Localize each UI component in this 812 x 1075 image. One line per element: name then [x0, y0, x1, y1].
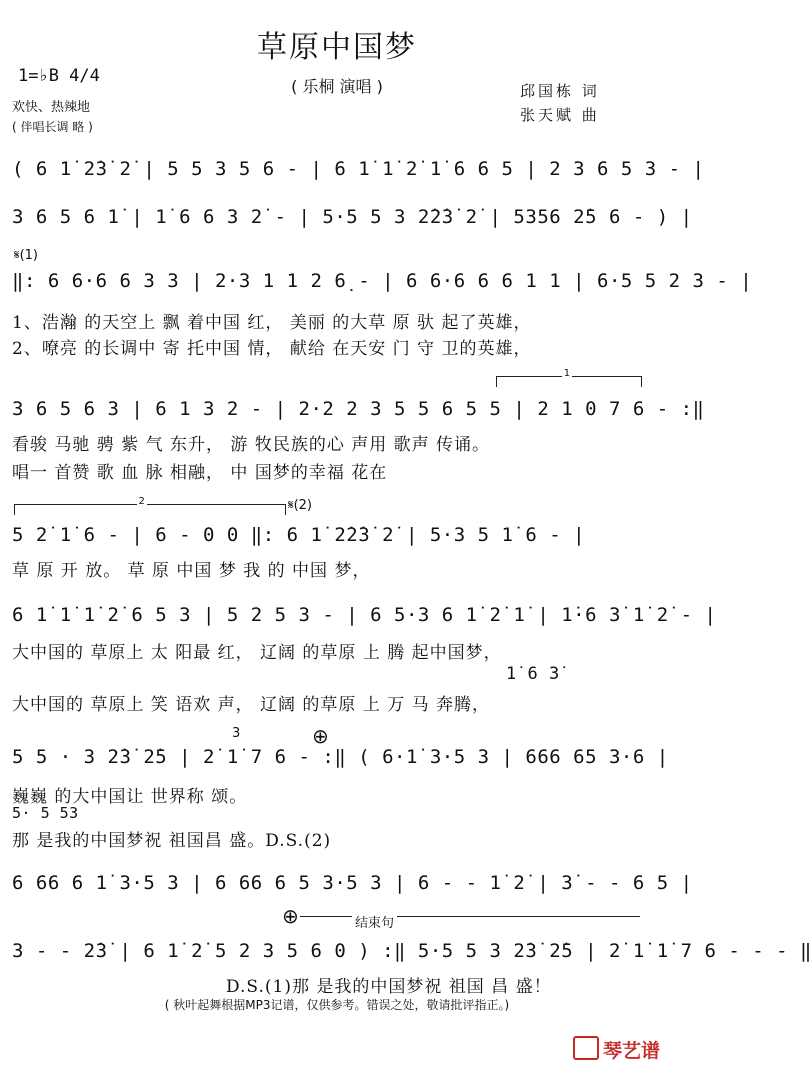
lyric-line-5: 草 原 开 放。 草 原 中国 梦 我 的 中国 梦， [12, 561, 371, 581]
lyric-line-3-verse2: 2、嘹亮 的长调中 寄 托中国 情， 献给 在天安 门 守 卫的英雄， [12, 339, 532, 359]
key-signature: 1=♭B 4/4 [18, 66, 100, 86]
volta-bracket-2 [14, 496, 286, 515]
volta-number-1: 1 [563, 368, 571, 379]
coda-icon-ending: ⊕ [282, 904, 299, 928]
notation-line-6: 6 1̇ 1̇ 1̇ 2̇ 6 5 3 | 5 2 5 3 - | 6 5·3 6 1̇ 2̇ 1̇ | 1̇·6 3̇ 1̇ 2̇ - | [12, 604, 717, 626]
singer-credit: ( 乐桐 演唱 ) [291, 77, 383, 96]
logo-icon [573, 1036, 599, 1060]
notation-line-7b: 5· 5 53 [12, 804, 79, 822]
lyric-line-9: D.S.(1)那 是我的中国梦祝 祖国 昌 盛！ [226, 977, 552, 997]
logo-text: 琴艺谱 [602, 1040, 660, 1062]
segno-sign-2: 𝄋(2) [288, 498, 313, 513]
triplet-mark: 3 [232, 726, 241, 741]
lyricist-credit: 邱国栋 词 [520, 82, 600, 100]
notation-line-7: 5 5 · 3 2̇3̇ 2̇5 | 2̇ 1̇ 7 6 - :‖ ( 6·1̇ 3·5 3 | 666 65 3·6 | [12, 746, 669, 768]
lyric-line-3-verse1: 1、浩瀚 的天空上 飘 着中国 红， 美丽 的大草 原 驮 起了英雄， [12, 313, 532, 333]
song-title: 草原中国梦 [257, 30, 417, 65]
segno-sign-1: 𝄋(1) [14, 248, 39, 263]
volta-number-2: 2 [138, 496, 145, 507]
lyric-line-4-verse2: 唱一 首赞 歌 血 脉 相融， 中 国梦的幸福 花在 [12, 463, 388, 483]
footnote: ( 秋叶起舞根据MP3记谱，仅供参考。错误之处，敬请批评指正。) [164, 998, 510, 1012]
notation-line-1: ( 6 1̇ 2̇3̇ 2̇ | 5 5 3 5 6 - | 6 1̇ 1̇ 2̇ 1̇ 6 6 5 | 2 3 6 5 3 - | [12, 158, 705, 180]
tempo-marking: 欢快、热辣地 [12, 100, 91, 115]
coda-icon: ⊕ [312, 724, 329, 748]
notation-line-9: 3 - - 2̇3̇ | 6 1̇ 2̇ 5 2 3 5 6 0 ) :‖ 5·5 5 3 2̇3̇ 2̇5 | 2̇ 1̇ 1̇ 7 6 - - - ‖ [12, 940, 812, 962]
site-logo [573, 1036, 660, 1063]
volta-bracket-1 [496, 368, 642, 387]
ending-bracket [300, 916, 640, 917]
notation-line-8: 6 66 6 1̇ 3·5 3 | 6 66 6 5 3·5 3 | 6 - - 1̇ 2̇ | 3̇ - - 6 5 | [12, 872, 693, 894]
alternate-notes: 1̇ 6 3̇ [506, 664, 560, 684]
notation-line-5: 5 2̇ 1̇ 6 - | 6 - 0 0 ‖: 6 1̇ 2̇2̇3̇ 2̇ | 5·3 5 1̇ 6 - | [12, 524, 586, 546]
composer-credit: 张天赋 曲 [520, 106, 600, 124]
lyric-line-4-verse1: 看骏 马驰 骋 紫 气 东升， 游 牧民族的心 声用 歌声 传诵。 [12, 435, 491, 455]
notation-line-2: 3 6 5 6 1̇ | 1̇ 6 6 3 2̇ - | 5·5 5 3 2̇2̇3̇ 2̇ | 5356 2̇5 6 - ) | [12, 206, 693, 228]
notation-line-3: ‖: 6 6·6 6 3 3 | 2·3 1 1 2 6̣ - | 6 6·6 6 6 1 1 | 6·5 5 2 3 - | [12, 270, 753, 292]
lyric-line-7b: 那 是我的中国梦祝 祖国昌 盛。D.S.(2) [12, 831, 332, 851]
accompaniment-note: ( 伴唱长调 略 ) [12, 120, 93, 134]
notation-line-4: 3 6 5 6 3 | 6 1 3 2 - | 2·2 2 3 5 5 6 5 5 | 2 1 0 7 6 - :‖ [12, 398, 705, 420]
lyric-line-7: 巍巍 的大中国让 世界称 颂。 [12, 787, 248, 807]
coda-label: 结束句 [352, 912, 397, 931]
lyric-line-6-verse1: 大中国的 草原上 太 阳最 红， 辽阔 的草原 上 腾 起中国梦， [12, 643, 502, 663]
lyric-line-6-verse2: 大中国的 草原上 笑 语欢 声， 辽阔 的草原 上 万 马 奔腾， [12, 695, 491, 715]
